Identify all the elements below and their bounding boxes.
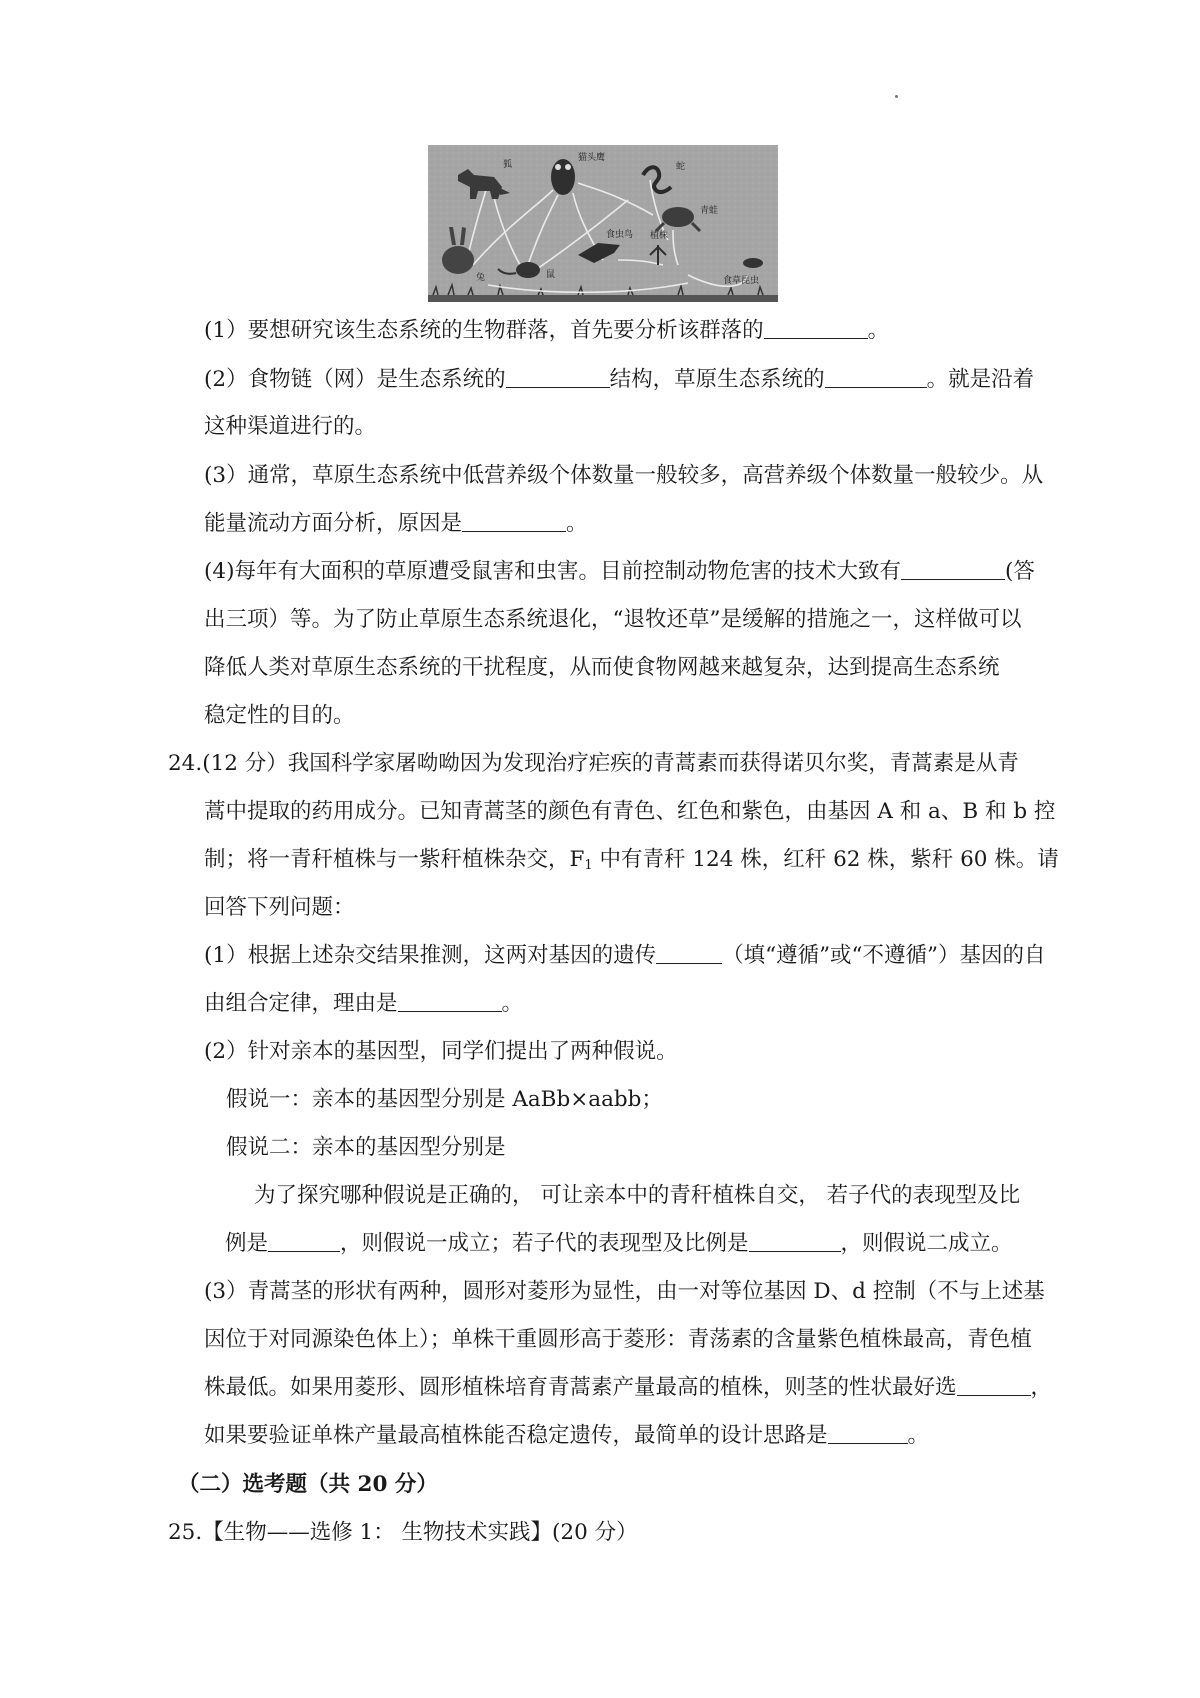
q23-part2-cont: 这种渠道进行的。 bbox=[204, 414, 377, 439]
answer-blank bbox=[462, 511, 566, 532]
owl-icon bbox=[551, 159, 575, 195]
q24-part3: (3）青蒿茎的形状有两种，圆形对菱形为显性，由一对等位基因 D、d 控制（不与上述基 bbox=[204, 1279, 1045, 1304]
answer-blank bbox=[656, 943, 722, 964]
label-bird: 食虫鸟 bbox=[606, 230, 634, 240]
q25-heading: 25.【生物——选修 1： 生物技术实践】(20 分） bbox=[168, 1520, 638, 1545]
q23-part3-cont: 能量流动方面分析，原因是 。 bbox=[204, 511, 588, 536]
answer-blank bbox=[828, 1423, 908, 1444]
q23-part4: (4)每年有大面积的草原遭受鼠害和虫害。目前控制动物危害的技术大致有 (答 bbox=[204, 559, 1035, 584]
answer-blank bbox=[268, 1231, 340, 1252]
q23-part2: (2）食物链（网）是生态系统的 结构，草原生态系统的 。就是沿着 bbox=[204, 367, 1035, 392]
label-mouse: 鼠 bbox=[546, 270, 556, 280]
q24-hypothesis1: 假说一：亲本的基因型分别是 AaBb×aabb； bbox=[226, 1087, 663, 1112]
food-web-figure bbox=[428, 145, 778, 302]
q24-part1-cont: 由组合定律，理由是 。 bbox=[204, 991, 524, 1016]
q23-part4-cont1: 出三项）等。为了防止草原生态系统退化，“退牧还草”是缓解的措施之一，这样做可以 bbox=[204, 607, 1022, 632]
answer-blank bbox=[749, 1231, 841, 1252]
q23-part3: (3）通常，草原生态系统中低营养级个体数量一般较多，高营养级个体数量一般较少。从 bbox=[204, 463, 1044, 488]
label-plant: 植株 bbox=[650, 231, 669, 241]
q24-intro-cont2: 制；将一青秆植株与一紫秆植株杂交，$F_1$ 中有青秆 124 株，红秆 62 株，紫秆 60 株。请 bbox=[204, 847, 1059, 873]
q23-part4-cont3: 稳定性的目的。 bbox=[204, 703, 355, 728]
q24-intro: 24.(12 分）我国科学家屠呦呦因为发现治疗疟疾的青蒿素而获得诺贝尔奖，青蒿素是从青 bbox=[168, 751, 1019, 776]
answer-blank bbox=[764, 318, 868, 339]
answer-blank bbox=[506, 367, 610, 388]
label-frog: 青蛙 bbox=[700, 206, 719, 216]
insect-icon bbox=[743, 258, 763, 268]
q24-hypothesis2: 假说二：亲本的基因型分别是 bbox=[226, 1135, 506, 1160]
label-owl: 猫头鹰 bbox=[578, 153, 606, 163]
label-fox: 狐 bbox=[503, 160, 513, 170]
q24-part3-cont3: 如果要验证单株产量最高植株能否稳定遗传，最简单的设计思路是 。 bbox=[204, 1423, 930, 1448]
answer-blank bbox=[825, 367, 927, 388]
q23-part4-cont2: 降低人类对草原生态系统的干扰程度，从而使食物网越来越复杂，达到提高生态系统 bbox=[204, 655, 1000, 680]
q23-part1: (1）要想研究该生态系统的生物群落，首先要分析该群落的 。 bbox=[204, 318, 890, 343]
section-heading: （二）选考题（共 20 分） bbox=[178, 1472, 438, 1497]
q24-part2-cont2: 例是 ，则假说一成立；若子代的表现型及比例是 ，则假说二成立。 bbox=[225, 1231, 1013, 1256]
page-dot bbox=[895, 95, 898, 98]
answer-blank bbox=[901, 559, 1005, 580]
answer-blank bbox=[398, 991, 502, 1012]
q24-intro-cont1: 蒿中提取的药用成分。已知青蒿茎的颜色有青色、红色和紫色，由基因 A 和 a、B 和 b 控 bbox=[204, 799, 1056, 824]
q24-part1: (1）根据上述杂交结果推测，这两对基因的遗传 （填“遵循”或“不遵循”）基因的自 bbox=[204, 943, 1046, 968]
q24-intro-cont3: 回答下列问题： bbox=[204, 895, 355, 920]
q24-part3-cont1: 因位于对同源染色体上）；单株干重圆形高于菱形：青荡素的含量紫色植株最高，青色植 bbox=[204, 1327, 1032, 1352]
label-snake: 蛇 bbox=[676, 162, 686, 172]
q24-part2-cont1: 为了探究哪种假说是正确的， 可让亲本中的青秆植株自交， 若子代的表现型及比 bbox=[254, 1183, 1021, 1208]
q24-part2: (2）针对亲本的基因型，同学们提出了两种假说。 bbox=[204, 1039, 678, 1064]
label-insect: 食草昆虫 bbox=[723, 276, 760, 286]
q24-part3-cont2: 株最低。如果用菱形、圆形植株培育青蒿素产量最高的植株，则茎的性状最好选 ， bbox=[204, 1375, 1053, 1400]
answer-blank bbox=[957, 1375, 1031, 1396]
label-rabbit: 兔 bbox=[476, 273, 486, 283]
